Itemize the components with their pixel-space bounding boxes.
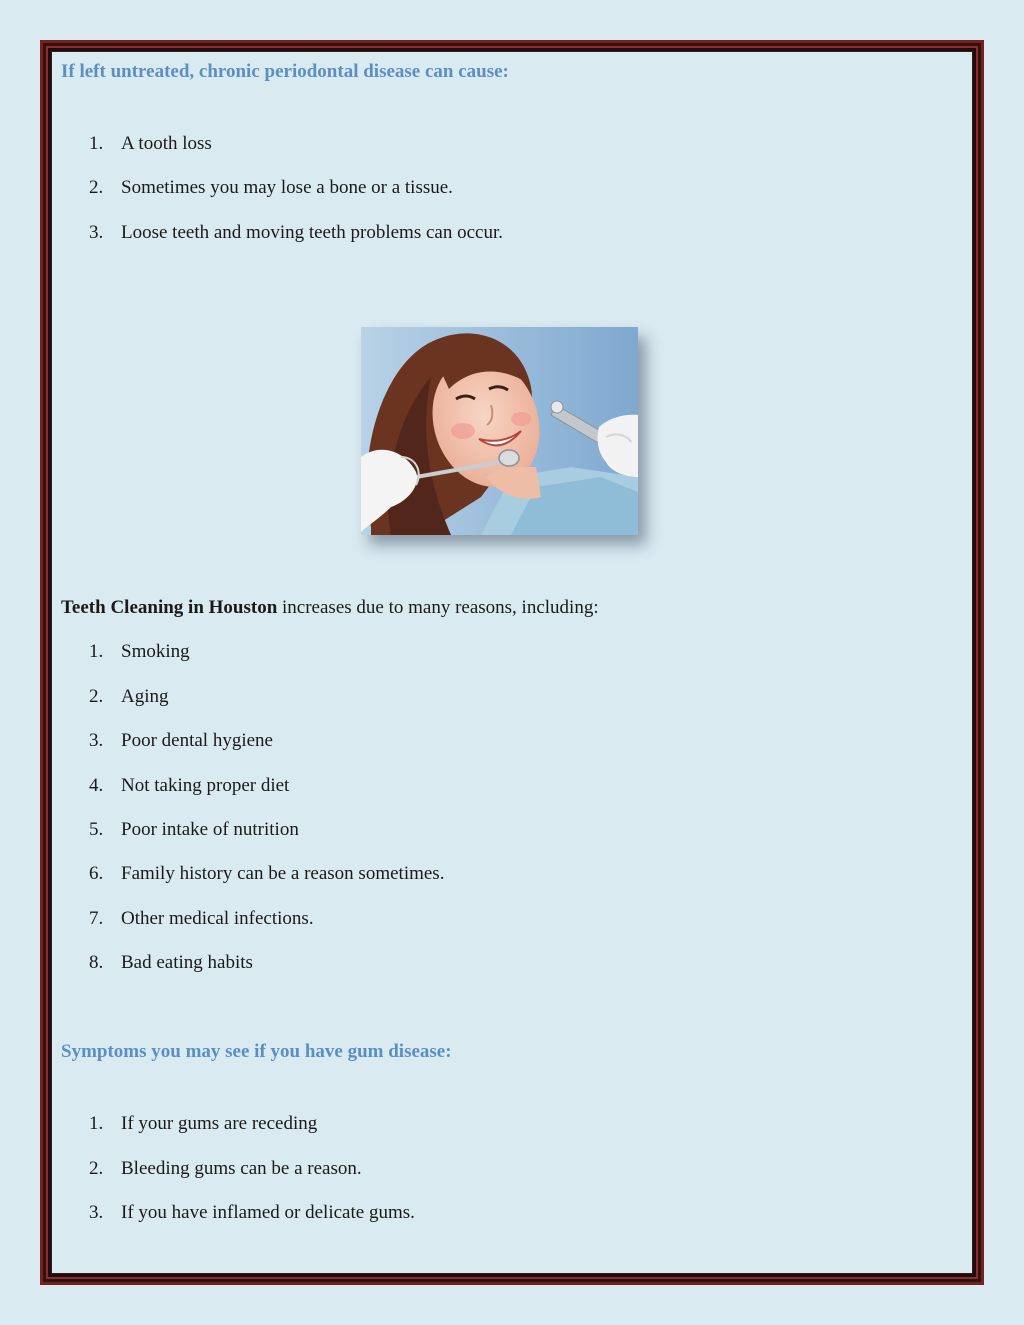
- list-text: Smoking: [121, 641, 190, 662]
- list-text: Loose teeth and moving teeth problems can occur.: [121, 222, 503, 243]
- list-text: Sometimes you may lose a bone or a tissue.: [121, 177, 453, 198]
- list-text: If you have inflamed or delicate gums.: [121, 1202, 415, 1223]
- list-number: 2.: [89, 1158, 104, 1179]
- list-number: 3.: [89, 222, 104, 243]
- list-number: 1.: [89, 133, 104, 154]
- list-number: 1.: [89, 641, 104, 662]
- list-number: 1.: [89, 1113, 104, 1134]
- list-text: Family history can be a reason sometimes.: [121, 863, 445, 884]
- list-number: 5.: [89, 819, 104, 840]
- list-text: Poor intake of nutrition: [121, 819, 299, 840]
- list-number: 4.: [89, 775, 104, 796]
- list-number: 2.: [89, 177, 104, 198]
- list-text: If your gums are receding: [121, 1113, 318, 1134]
- list-number: 3.: [89, 1202, 104, 1223]
- list-text: Other medical infections.: [121, 908, 314, 929]
- reasons-intro: [61, 596, 599, 620]
- list-text: Bleeding gums can be a reason.: [121, 1158, 362, 1179]
- dental-patient-photo-icon: [361, 327, 638, 535]
- dental-patient-photo: [361, 327, 638, 535]
- list-number: 8.: [89, 952, 104, 973]
- list-number: 7.: [89, 908, 104, 929]
- list-number: 3.: [89, 730, 104, 751]
- list-text: Not taking proper diet: [121, 775, 290, 796]
- list-number: 2.: [89, 686, 104, 707]
- list-text: Aging: [121, 686, 169, 707]
- list-text: Poor dental hygiene: [121, 730, 273, 751]
- list-text: Bad eating habits: [121, 952, 253, 973]
- section-heading-symptoms: Symptoms you may see if you have gum disease:: [61, 1041, 452, 1062]
- list-number: 6.: [89, 863, 104, 884]
- list-text: A tooth loss: [121, 133, 212, 154]
- reasons-intro-rest: increases due to many reasons, including:: [277, 597, 599, 618]
- reasons-intro-bold: Teeth Cleaning in Houston: [61, 597, 278, 618]
- section-heading-complications: If left untreated, chronic periodontal disease can cause:: [61, 61, 509, 82]
